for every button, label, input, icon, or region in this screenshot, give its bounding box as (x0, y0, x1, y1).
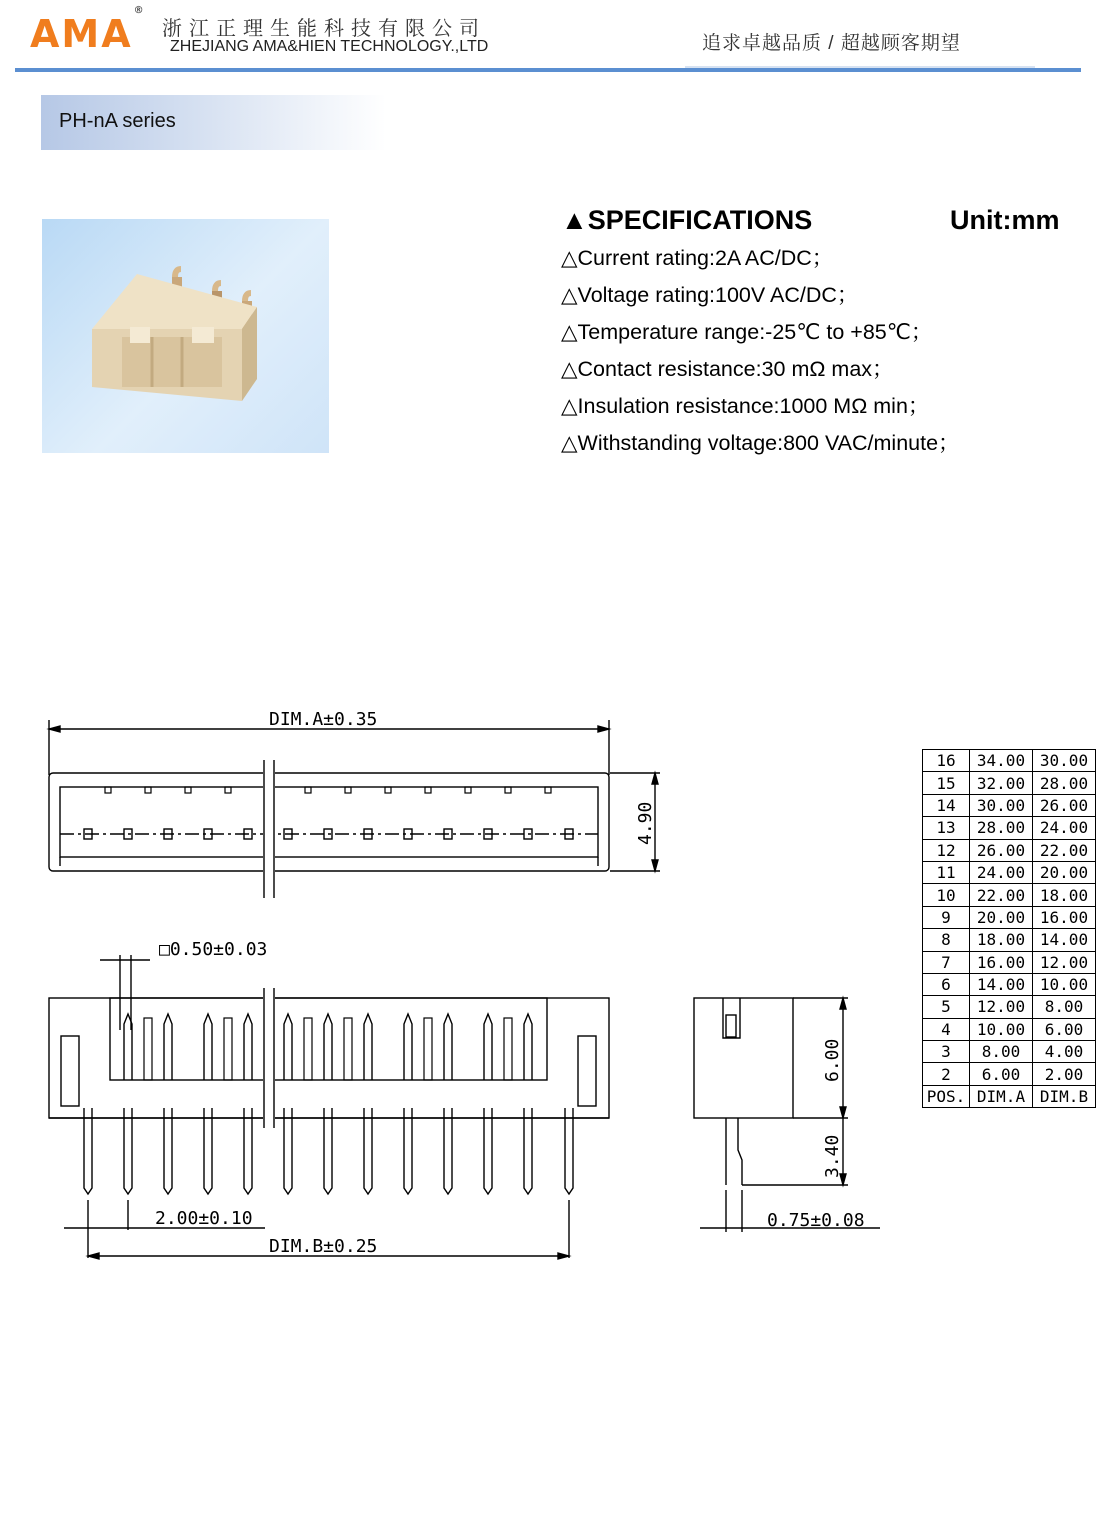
front-pin-contact (524, 1014, 532, 1080)
front-rib (424, 1018, 432, 1080)
front-pin-contact (444, 1014, 452, 1080)
dim-a-label: DIM.A±0.35 (269, 709, 378, 730)
cell-dim-b: 24.00 (1033, 817, 1096, 839)
table-row (923, 1018, 1096, 1040)
page-header (0, 0, 1096, 75)
spec-current-rating: △Current rating:2A AC/DC； (561, 246, 834, 270)
front-pin-contact (484, 1014, 492, 1080)
front-pin-tail (284, 1108, 292, 1194)
cell-dim-b: 22.00 (1033, 839, 1096, 861)
front-rib (504, 1018, 512, 1080)
technical-drawing (0, 690, 900, 1290)
pin-square-label: □0.50±0.03 (159, 939, 268, 960)
spec-withstanding-voltage: △Withstanding voltage:800 VAC/minute； (561, 431, 960, 455)
cell-dim-b: 20.00 (1033, 861, 1096, 883)
top-latch-notch (545, 787, 551, 793)
cell-dim-b: 26.00 (1033, 794, 1096, 816)
table-row (923, 973, 1096, 995)
top-latch-notch (225, 787, 231, 793)
table-row (923, 906, 1096, 928)
cell-pos: 9 (923, 906, 970, 928)
top-latch-notch (105, 787, 111, 793)
cell-pos: 7 (923, 951, 970, 973)
front-pin-tail (565, 1108, 573, 1194)
specifications-unit: Unit:mm (950, 205, 1060, 235)
cell-dim-b: 10.00 (1033, 973, 1096, 995)
cell-dim-b: 6.00 (1033, 1018, 1096, 1040)
cell-pos: 10 (923, 884, 970, 906)
cell-dim-a: 10.00 (970, 1018, 1033, 1040)
front-pin-tail (164, 1108, 172, 1194)
top-latch-notch (145, 787, 151, 793)
spec-voltage-rating: △Voltage rating:100V AC/DC； (561, 283, 859, 307)
front-pin-tail (324, 1108, 332, 1194)
cell-dim-a: 28.00 (970, 817, 1033, 839)
tail-length-label: 3.40 (822, 1134, 843, 1178)
dimension-table-header-row (923, 1085, 1096, 1107)
front-rib (344, 1018, 352, 1080)
cell-pos: 16 (923, 750, 970, 772)
cell-pos: 11 (923, 861, 970, 883)
front-pin-tail (444, 1108, 452, 1194)
spec-temperature-range: △Temperature range:-25℃ to +85℃； (561, 320, 933, 344)
table-row (923, 839, 1096, 861)
cell-pos: 2 (923, 1063, 970, 1085)
spec-contact-resistance: △Contact resistance:30 mΩ max； (561, 357, 894, 381)
front-pin-contact (404, 1014, 412, 1080)
top-latch-notch (385, 787, 391, 793)
table-row (923, 996, 1096, 1018)
top-latch-notch (465, 787, 471, 793)
cell-pos: 8 (923, 929, 970, 951)
cell-dim-a: 26.00 (970, 839, 1033, 861)
front-pin-tail (124, 1108, 132, 1194)
connector-image (42, 219, 329, 453)
front-pin-contact (364, 1014, 372, 1080)
top-latch-notch (505, 787, 511, 793)
table-row (923, 772, 1096, 794)
cell-dim-b: 18.00 (1033, 884, 1096, 906)
front-pin-tail (244, 1108, 252, 1194)
cell-dim-b: 8.00 (1033, 996, 1096, 1018)
front-pin-tail (84, 1108, 92, 1194)
cell-pos: 3 (923, 1041, 970, 1063)
header-rule (15, 68, 1081, 72)
front-pin-tail (204, 1108, 212, 1194)
height-top-label: 4.90 (635, 801, 656, 845)
front-pin-tail (364, 1108, 372, 1194)
front-rib (144, 1018, 152, 1080)
company-name-cn: 浙江正理生能科技有限公司 (162, 18, 486, 40)
cell-pos: 15 (923, 772, 970, 794)
front-view (49, 955, 609, 1259)
cell-dim-b: 16.00 (1033, 906, 1096, 928)
dimension-table (922, 749, 1096, 1108)
table-row (923, 1063, 1096, 1085)
front-rib (304, 1018, 312, 1080)
cell-dim-a: 8.00 (970, 1041, 1033, 1063)
cell-pos: 4 (923, 1018, 970, 1040)
cell-pos: 12 (923, 839, 970, 861)
cell-dim-a: 18.00 (970, 929, 1033, 951)
cell-dim-b: 4.00 (1033, 1041, 1096, 1063)
cell-pos: 5 (923, 996, 970, 1018)
pitch-label: 2.00±0.10 (155, 1208, 253, 1229)
cell-pos: 6 (923, 973, 970, 995)
cell-dim-a: 20.00 (970, 906, 1033, 928)
cell-dim-b: 28.00 (1033, 772, 1096, 794)
spec-insulation-resistance: △Insulation resistance:1000 MΩ min； (561, 394, 930, 418)
cell-dim-a: 6.00 (970, 1063, 1033, 1085)
front-pin-contact (244, 1014, 252, 1080)
table-row (923, 1041, 1096, 1063)
front-pin-contact (324, 1014, 332, 1080)
cell-dim-b: 2.00 (1033, 1063, 1096, 1085)
table-row (923, 861, 1096, 883)
col-header-dim-a: DIM.A (970, 1085, 1033, 1107)
company-name-en: ZHEJIANG AMA&HIEN TECHNOLOGY.,LTD (170, 38, 489, 55)
height-side-label: 6.00 (822, 1038, 843, 1082)
series-banner (41, 95, 386, 150)
cell-dim-b: 12.00 (1033, 951, 1096, 973)
series-title: PH-nA series (59, 110, 176, 132)
top-latch-notch (305, 787, 311, 793)
front-pin-contact (164, 1014, 172, 1080)
cell-dim-a: 34.00 (970, 750, 1033, 772)
top-view-pins (84, 787, 573, 839)
top-latch-notch (185, 787, 191, 793)
table-row (923, 951, 1096, 973)
cell-dim-a: 24.00 (970, 861, 1033, 883)
front-pin-contact (204, 1014, 212, 1080)
table-row (923, 929, 1096, 951)
cell-dim-b: 14.00 (1033, 929, 1096, 951)
table-row (923, 884, 1096, 906)
company-logo: AMA® (30, 5, 146, 56)
front-rib (224, 1018, 232, 1080)
tail-offset-label: 0.75±0.08 (767, 1210, 865, 1231)
product-photo (42, 219, 329, 453)
top-view (49, 720, 660, 898)
cell-dim-a: 16.00 (970, 951, 1033, 973)
top-latch-notch (425, 787, 431, 793)
col-header-pos: POS. (923, 1085, 970, 1107)
cell-dim-a: 12.00 (970, 996, 1033, 1018)
cell-dim-a: 32.00 (970, 772, 1033, 794)
cell-pos: 14 (923, 794, 970, 816)
table-row (923, 817, 1096, 839)
front-pin-tail (404, 1108, 412, 1194)
cell-dim-a: 14.00 (970, 973, 1033, 995)
table-row (923, 794, 1096, 816)
front-view-pins (84, 1014, 573, 1194)
cell-pos: 13 (923, 817, 970, 839)
table-row (923, 750, 1096, 772)
company-slogan: 追求卓越品质 / 超越顾客期望 (702, 33, 961, 54)
specifications-title: ▲SPECIFICATIONS (561, 205, 813, 235)
dimension-table-body (923, 750, 1096, 1086)
dim-b-label: DIM.B±0.25 (269, 1236, 378, 1257)
front-pin-contact (284, 1014, 292, 1080)
side-view (694, 998, 880, 1232)
cell-dim-a: 22.00 (970, 884, 1033, 906)
col-header-dim-b: DIM.B (1033, 1085, 1096, 1107)
cell-dim-b: 30.00 (1033, 750, 1096, 772)
front-pin-tail (524, 1108, 532, 1194)
cell-dim-a: 30.00 (970, 794, 1033, 816)
specifications-list (561, 244, 960, 466)
front-pin-tail (484, 1108, 492, 1194)
top-latch-notch (345, 787, 351, 793)
